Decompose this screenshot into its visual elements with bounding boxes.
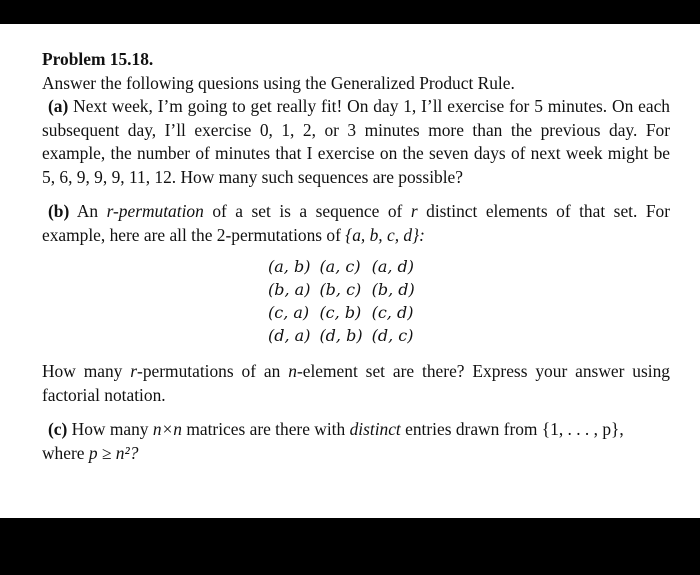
- permutation-cell: (a, b): [268, 257, 311, 276]
- permutation-cell: (a, d): [371, 257, 415, 276]
- top-black-border: [0, 0, 700, 24]
- part-c: [42, 418, 670, 465]
- part-c-text-1: How many: [71, 419, 149, 439]
- part-b-text-1: An: [76, 201, 99, 221]
- permutation-cell: (c, a): [268, 303, 310, 322]
- part-c-condition: p ≥ n²?: [88, 442, 139, 463]
- permutation-cell: (d, a): [268, 326, 311, 345]
- part-c-matrix: n×n: [152, 419, 182, 439]
- part-a-label: (a): [48, 96, 69, 116]
- problem-title: Problem 15.18.: [42, 49, 154, 69]
- permutation-row: [268, 324, 424, 347]
- part-b-r: r: [410, 201, 418, 221]
- permutation-cell: (a, c): [319, 257, 361, 276]
- permutation-cell: (c, b): [319, 303, 362, 322]
- part-b: [42, 200, 670, 247]
- permutation-cell: (d, b): [319, 326, 363, 345]
- permutation-cell: (d, c): [371, 326, 414, 345]
- part-c-text-2: matrices are there with: [186, 419, 346, 439]
- part-b-question-1: How many: [42, 361, 123, 381]
- part-b-question-r: r: [130, 361, 138, 381]
- part-b-question-n: n: [288, 361, 297, 381]
- problem-content: [42, 48, 670, 465]
- permutation-row: [268, 278, 424, 301]
- problem-intro: Answer the following quesions using the Generalized Product Rule.: [42, 72, 515, 93]
- part-c-text-4: where: [42, 442, 85, 463]
- permutation-cell: (b, a): [268, 280, 311, 299]
- part-b-question: [42, 360, 670, 407]
- part-b-set: {a, b, c, d}:: [345, 224, 425, 245]
- document-page: [0, 24, 700, 518]
- permutation-row: [268, 255, 424, 278]
- part-c-distinct: distinct: [349, 419, 401, 439]
- part-a: [42, 95, 670, 189]
- part-b-question-2: -permutations of an: [137, 361, 281, 381]
- permutation-row: [268, 301, 424, 324]
- part-b-term: r-permutation: [106, 201, 204, 221]
- permutation-cell: (b, c): [319, 280, 362, 299]
- permutation-cell: (c, d): [371, 303, 414, 322]
- bottom-black-border: [0, 518, 700, 575]
- part-c-label: (c): [48, 419, 68, 439]
- part-b-question-3: -element set are there? Express your answer using factorial notation.: [42, 361, 670, 405]
- part-b-text-2: of a set is a sequence of: [212, 201, 403, 221]
- part-b-label: (b): [48, 201, 70, 221]
- part-b-text-3: distinct elements of that set. For example, here are all the 2-permutations of: [42, 201, 670, 245]
- permutation-cell: (b, d): [371, 280, 415, 299]
- part-a-text: Next week, I’m going to get really fit! On day 1, I’ll exercise for 5 minutes. On each subsequent day, I’ll exercise 0, 1, 2, or 3 minutes more than the previous day. For example, the number of minutes that I exercise on the seven days of next week might be 5, 6, 9, 9, 9, 11, 12. How many such sequences are possible?: [42, 96, 670, 187]
- permutations-table: [268, 255, 424, 347]
- part-c-text-3: entries drawn from {1, . . . , p},: [405, 419, 624, 439]
- permutations-table-body: [268, 255, 424, 347]
